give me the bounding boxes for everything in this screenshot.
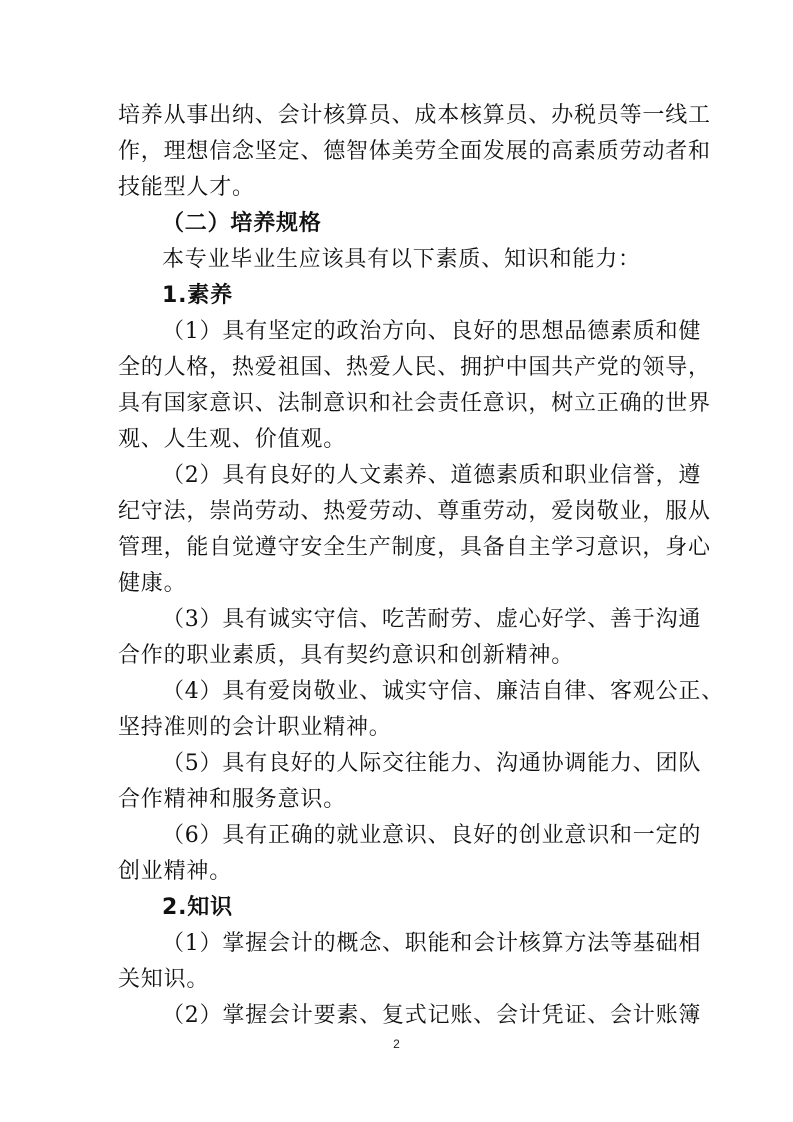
page-number: 2	[393, 1037, 400, 1051]
list-item-line: （2）掌握会计要素、复式记账、会计凭证、会计账簿	[162, 1003, 702, 1028]
list-item-line: 坚持准则的会计职业精神。	[118, 715, 392, 740]
list-item-line: （6）具有正确的就业意识、良好的创业意识和一定的	[162, 823, 702, 848]
list-item-line: 纪守法，崇尚劳动、热爱劳动、尊重劳动，爱岗敬业，服从	[118, 499, 711, 524]
list-item-line: （1）具有坚定的政治方向、良好的思想品德素质和健	[162, 319, 702, 344]
list-item-line: 合作精神和服务意识。	[118, 787, 347, 812]
body-text-line: 技能型人才。	[118, 175, 255, 200]
body-text-line: 培养从事出纳、会计核算员、成本核算员、办税员等一线工	[118, 103, 711, 128]
list-item-line: 合作的职业素质，具有契约意识和创新精神。	[118, 643, 575, 668]
list-item-line: （3）具有诚实守信、吃苦耐劳、虚心好学、善于沟通	[162, 607, 702, 632]
list-item-line: （2）具有良好的人文素养、道德素质和职业信誉，遵	[162, 463, 702, 488]
subsection-heading: 2.知识	[162, 895, 233, 920]
list-item-line: 健康。	[118, 571, 187, 596]
list-item-line: 全的人格，热爱祖国、热爱人民、拥护中国共产党的领导，	[118, 355, 711, 380]
section-heading: （二）培养规格	[162, 211, 322, 236]
list-item-line: 管理，能自觉遵守安全生产制度，具备自主学习意识，身心	[118, 535, 711, 560]
list-item-line: 具有国家意识、法制意识和社会责任意识，树立正确的世界	[118, 391, 711, 416]
list-item-line: 关知识。	[118, 967, 210, 992]
list-item-line: 创业精神。	[118, 859, 233, 884]
body-text-line: 本专业毕业生应该具有以下素质、知识和能力：	[162, 247, 641, 272]
subsection-heading: 1.素养	[162, 283, 233, 308]
list-item-line: （5）具有良好的人际交往能力、沟通协调能力、团队	[162, 751, 702, 776]
list-item-line: 观、人生观、价值观。	[118, 427, 347, 452]
list-item-line: （4）具有爱岗敬业、诚实守信、廉洁自律、客观公正、	[162, 679, 724, 704]
list-item-line: （1）掌握会计的概念、职能和会计核算方法等基础相	[162, 931, 702, 956]
body-text-line: 作，理想信念坚定、德智体美劳全面发展的高素质劳动者和	[118, 139, 711, 164]
